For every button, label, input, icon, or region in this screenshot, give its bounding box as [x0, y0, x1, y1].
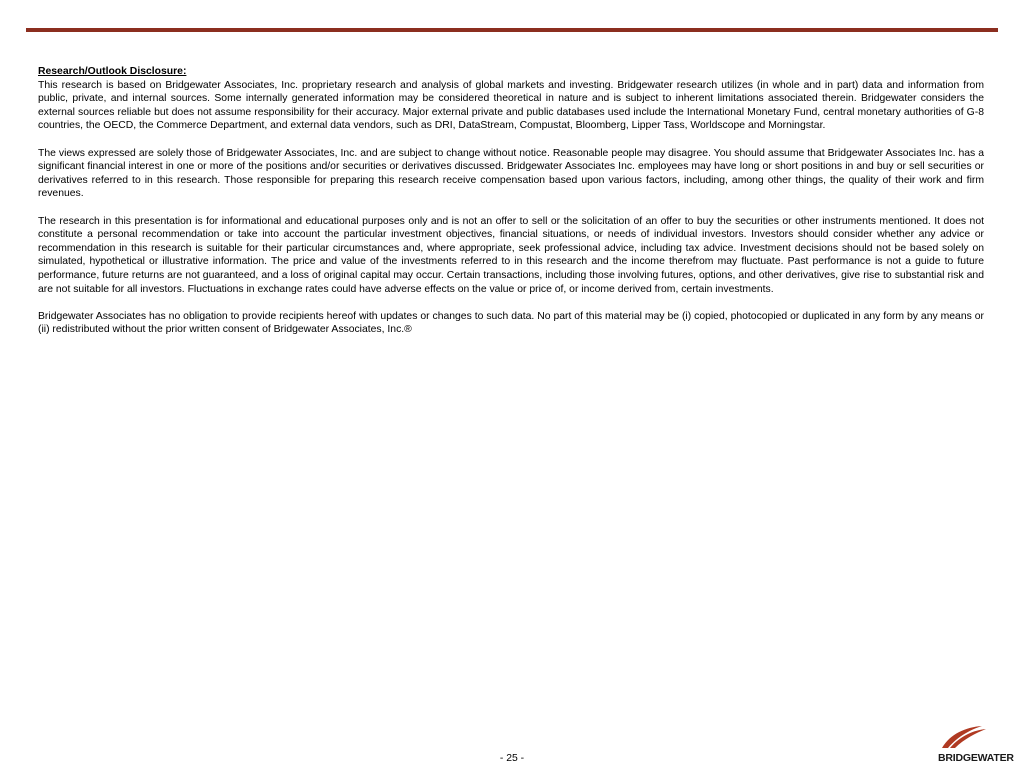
disclosure-paragraph-purpose: The research in this presentation is for informational and educational purposes only and is not an offer to sell or the solicitation of an offer to buy the securities or other instruments mentioned. It does not constitute a personal recommendation or take into account the particular investment objectives, financial situations, or needs of individual investors. Investors should consider whether any advice or recommendation in this research is suitable for their particular circumstances and, where appropriate, seek professional advice, including tax advice. Investment decisions should not be based solely on simulated, hypothetical or illustrative information. The price and value of the investments referred to in this research and the income therefrom may fluctuate. Past performance is not a guide to future performance, future returns are not guaranteed, and a loss of original capital may occur. Certain transactions, including those involving futures, options, and other derivatives, give rise to substantial risk and are not suitable for all investors. Fluctuations in exchange rates could have adverse effects on the value or price of, or income derived from, certain investments.: [38, 215, 984, 295]
logo-swoosh-icon: [936, 724, 1022, 750]
disclosure-heading: Research/Outlook Disclosure:: [38, 66, 187, 77]
disclosure-paragraph-views: The views expressed are solely those of Bridgewater Associates, Inc. and are subject to change without notice. Reasonable people may disagree. You should assume that Bridgewater Associates Inc. has a significant financial interest in one or more of the positions and/or securities or derivatives discussed. Bridgewater Associates Inc. employees may have long or short positions in and buy or sell securities or derivatives referred to in this research. Those responsible for preparing this research receive compensation based upon various factors, including, among other things, the quality of their work and firm revenues.: [38, 147, 984, 200]
logo-wordmark: BRIDGEWATER: [938, 752, 1014, 764]
disclosure-section: [38, 65, 984, 350]
bridgewater-logo: [936, 724, 1022, 764]
header-rule: [26, 28, 998, 32]
page-number: - 25 -: [499, 753, 525, 764]
disclosure-paragraph-copyright: Bridgewater Associates has no obligation to provide recipients hereof with updates or changes to such data. No part of this material may be (i) copied, photocopied or duplicated in any form by any means or (ii) redistributed without the prior written consent of Bridgewater Associates, Inc.®: [38, 310, 984, 336]
disclosure-paragraph-sources: This research is based on Bridgewater Associates, Inc. proprietary research and analysis of global markets and investing. Bridgewater research utilizes (in whole and in part) data and information from public, private, and internal sources. Some internally generated information may be considered theoretical in nature and is subject to inherent limitations associated therein. Bridgewater considers the external sources reliable but does not assume responsibility for their accuracy. Major external private and public databases used include the International Monetary Fund, central monetary authorities of G-8 countries, the OECD, the Commerce Department, and external data vendors, such as DRI, DataStream, Compustat, Bloomberg, Lipper Tass, Worldscope and Morningstar.: [38, 79, 984, 132]
